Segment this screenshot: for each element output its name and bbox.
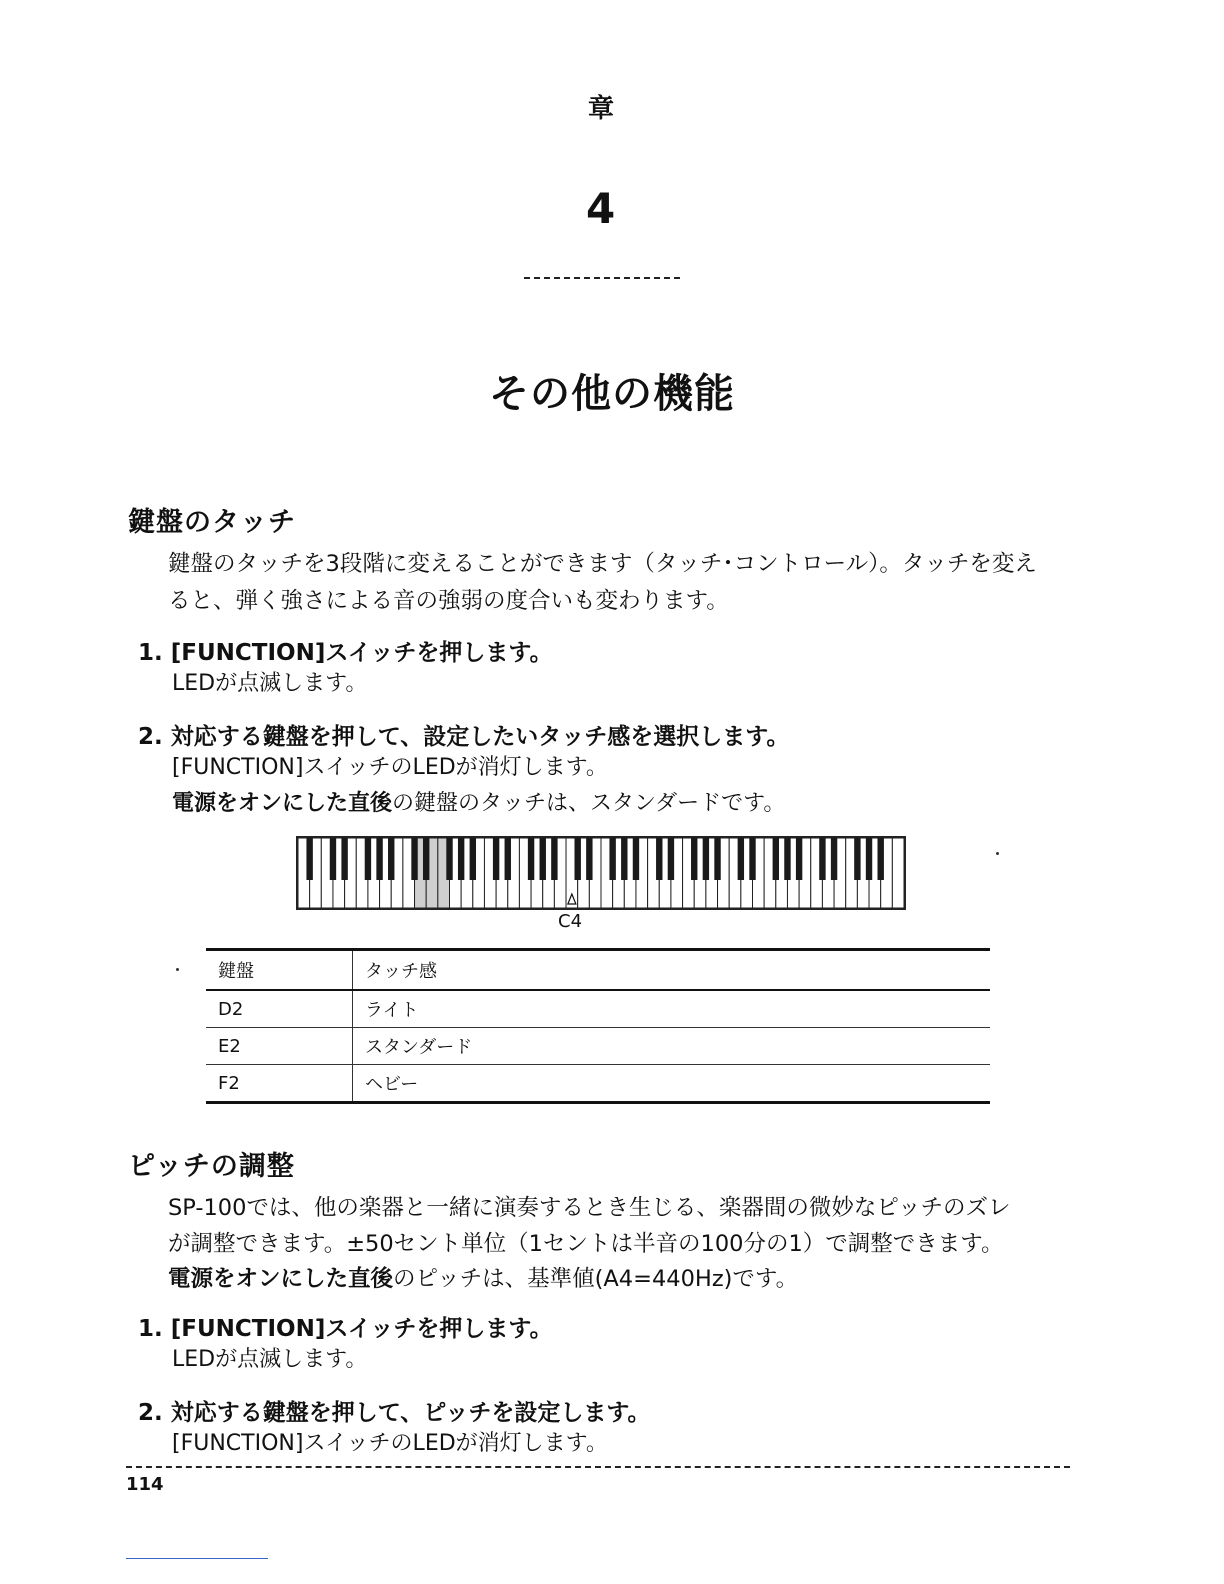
touch-step1-body: LEDが点滅します。	[172, 671, 368, 696]
piano-black-key	[330, 838, 336, 880]
page-number: 114	[126, 1474, 164, 1495]
page-title: その他の機能	[489, 371, 735, 417]
piano-black-key	[633, 838, 639, 880]
touch-intro-line1: 鍵盤のタッチを3段階に変えることができます（タッチ･コントロール）。タッチを変え	[168, 551, 1037, 577]
piano-black-key	[656, 838, 662, 880]
stray-mark	[176, 968, 179, 971]
pitch-step2-body: [FUNCTION]スイッチのLEDが消灯します。	[172, 1431, 608, 1456]
piano-black-key	[551, 838, 557, 880]
touch-note	[172, 786, 785, 821]
keyboard-diagram	[296, 836, 906, 910]
table-cell-touch: スタンダード	[353, 1028, 991, 1065]
piano-black-key	[388, 838, 394, 880]
table-cell-key: E2	[206, 1028, 353, 1065]
piano-black-key	[493, 838, 499, 880]
piano-black-key	[621, 838, 627, 880]
touch-step2-body: [FUNCTION]スイッチのLEDが消灯します。	[172, 755, 608, 780]
piano-black-key	[784, 838, 790, 880]
table-row	[206, 990, 990, 1028]
piano-black-key	[831, 838, 837, 880]
pitch-note-rest: のピッチは、基準値(A4=440Hz)です。	[393, 1266, 799, 1292]
table-cell-touch: ライト	[353, 990, 991, 1028]
piano-black-key	[854, 838, 860, 880]
pitch-intro-line1: SP-100では、他の楽器と一緒に演奏するとき生じる、楽器間の微妙なピッチのズレ	[168, 1195, 1011, 1221]
chapter-divider	[524, 277, 680, 279]
table-header-row	[206, 950, 990, 991]
pitch-step1-body: LEDが点滅します。	[172, 1347, 368, 1372]
piano-black-key	[773, 838, 779, 880]
table-row	[206, 1065, 990, 1103]
piano-black-key	[365, 838, 371, 880]
touch-table	[206, 948, 990, 1104]
pitch-note	[168, 1261, 798, 1298]
piano-white-key	[892, 838, 904, 908]
piano-black-key	[470, 838, 476, 880]
piano-black-key	[609, 838, 615, 880]
table-row	[206, 1028, 990, 1065]
piano-black-key	[819, 838, 825, 880]
piano-black-key	[306, 838, 312, 880]
piano-black-key	[749, 838, 755, 880]
keyboard-svg	[298, 838, 904, 908]
piano-black-key	[341, 838, 347, 880]
table-cell-key: F2	[206, 1065, 353, 1103]
footer-divider	[126, 1466, 1070, 1468]
piano-black-key	[691, 838, 697, 880]
piano-black-key	[703, 838, 709, 880]
table-header-touch: タッチ感	[353, 950, 991, 991]
chapter-kanji: 章	[588, 94, 615, 124]
piano-black-key	[540, 838, 546, 880]
piano-black-key	[668, 838, 674, 880]
piano-black-key	[376, 838, 382, 880]
keyboard-marker-label: C4	[558, 911, 583, 932]
table-header-key: 鍵盤	[206, 950, 353, 991]
bottom-blue-line	[126, 1558, 268, 1559]
pitch-step2-title: 2. 対応する鍵盤を押して、ピッチを設定します。	[138, 1400, 651, 1426]
touch-intro-line2: ると、弾く強さによる音の強弱の度合いも変わります。	[168, 588, 729, 614]
piano-black-key	[877, 838, 883, 880]
table-cell-touch: ヘビー	[353, 1065, 991, 1103]
piano-black-key	[458, 838, 464, 880]
piano-black-key	[586, 838, 592, 880]
piano-black-key	[505, 838, 511, 880]
table-cell-key: D2	[206, 990, 353, 1028]
touch-step2-title: 2. 対応する鍵盤を押して、設定したいタッチ感を選択します。	[138, 724, 790, 750]
section-heading-pitch: ピッチの調整	[128, 1151, 295, 1182]
section-heading-touch: 鍵盤のタッチ	[128, 507, 296, 538]
touch-note-rest: の鍵盤のタッチは、スタンダードです。	[392, 791, 786, 816]
pitch-step1-title: 1. [FUNCTION]スイッチを押します。	[138, 1316, 553, 1342]
touch-note-bold: 電源をオンにした直後	[172, 791, 393, 816]
piano-black-key	[528, 838, 534, 880]
piano-black-key	[411, 838, 417, 880]
piano-black-key	[738, 838, 744, 880]
stray-mark	[996, 852, 999, 855]
pitch-note-bold: 電源をオンにした直後	[168, 1266, 394, 1292]
piano-black-key	[796, 838, 802, 880]
piano-black-key	[423, 838, 429, 880]
piano-black-key	[574, 838, 580, 880]
piano-black-key	[446, 838, 452, 880]
chapter-number: 4	[586, 184, 616, 233]
piano-black-key	[714, 838, 720, 880]
piano-black-key	[866, 838, 872, 880]
pitch-intro-line2: が調整できます。±50セント単位（1セントは半音の100分の1）で調整できます。	[168, 1231, 1004, 1257]
touch-step1-title: 1. [FUNCTION]スイッチを押します。	[138, 640, 553, 666]
